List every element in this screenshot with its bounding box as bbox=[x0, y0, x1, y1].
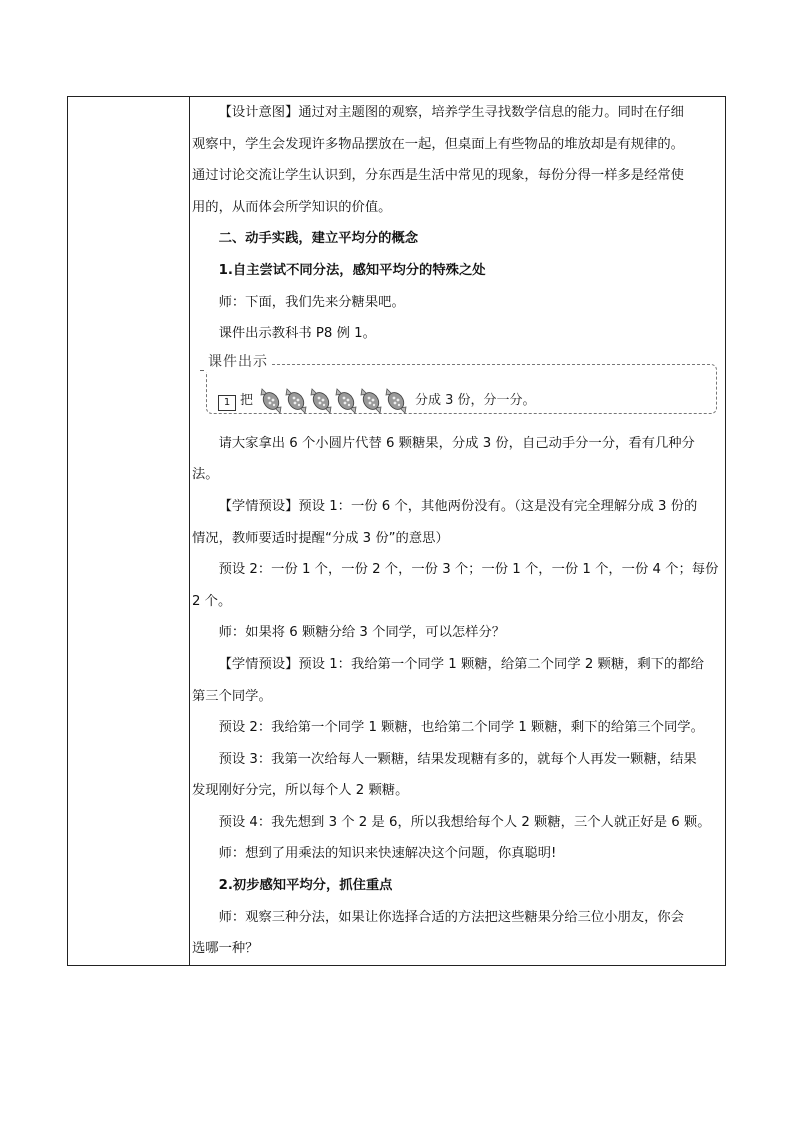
courseware-title: 课件出示 bbox=[204, 352, 272, 372]
lesson-table bbox=[67, 96, 726, 966]
lesson-content bbox=[192, 97, 719, 965]
courseware-intro: 课件出示教科书 P8 例 1。 bbox=[218, 326, 376, 342]
example-number-badge: 1 bbox=[218, 395, 236, 411]
candy-icon bbox=[259, 388, 283, 414]
teacher-question: 师：如果将 6 颗糖分给 3 个同学，可以怎样分？ bbox=[218, 625, 506, 641]
student-preset-4: 预设 4：我先想到 3 个 2 是 6，所以我想给每个人 2 颗糖，三个人就正好是 6 颗。 bbox=[218, 814, 711, 830]
candy-icon bbox=[334, 388, 358, 414]
design-intent-line-3: 通过讨论交流让学生认识到，分东西是生活中常见的现象，每份分得一样多是经常使 bbox=[192, 168, 684, 184]
courseware-box bbox=[192, 352, 719, 428]
teacher-praise: 师：想到了用乘法的知识来快速解决这个问题，你真聪明! bbox=[218, 846, 557, 862]
design-intent-line-4: 用的，从而体会所学知识的价值。 bbox=[192, 199, 392, 215]
design-intent-line-1: 【设计意图】通过对主题图的观察，培养学生寻找数学信息的能力。同时在仔细 bbox=[218, 105, 684, 120]
courseware-example bbox=[218, 386, 536, 416]
example-prefix: 把 bbox=[240, 392, 254, 408]
preset-1-line-1: 【学情预设】预设 1：一份 6 个，其他两份没有。（这是没有完全理解分成 3 份的 bbox=[218, 498, 698, 514]
student-preset-3-line-1: 预设 3：我第一次给每人一颗糖，结果发现糖有多的，就每个人再发一颗糖，结果 bbox=[218, 751, 697, 767]
instruction-line-1: 请大家拿出 6 个小圆片代替 6 颗糖果，分成 3 份，自己动手分一分，看有几种分 bbox=[218, 435, 695, 451]
instruction-line-2: 法。 bbox=[192, 467, 219, 483]
candy-icon bbox=[384, 388, 408, 414]
example-suffix: 分成 3 份，分一分。 bbox=[415, 392, 536, 408]
student-preset-1-line-1: 【学情预设】预设 1：我给第一个同学 1 颗糖，给第二个同学 2 颗糖，剩下的都给 bbox=[218, 656, 704, 672]
candy-group bbox=[259, 388, 409, 414]
teacher-observe-line-2: 选哪一种？ bbox=[192, 941, 259, 957]
section-heading: 二、动手实践，建立平均分的概念 bbox=[218, 231, 419, 247]
candy-icon bbox=[309, 388, 333, 414]
student-preset-2: 预设 2：我给第一个同学 1 颗糖，也给第二个同学 1 颗糖，剩下的给第三个同学。 bbox=[218, 720, 704, 736]
preset-1-line-2: 情况，教师要适时提醒“分成 3 份”的意思） bbox=[192, 530, 449, 546]
student-preset-3-line-2: 发现刚好分完，所以每个人 2 颗糖。 bbox=[192, 783, 409, 799]
teacher-observe-line-1: 师：观察三种分法，如果让你选择合适的方法把这些糖果分给三位小朋友，你会 bbox=[218, 909, 684, 925]
design-intent-line-2: 观察中，学生会发现许多物品摆放在一起，但桌面上有些物品的堆放却是有规律的。 bbox=[192, 136, 684, 152]
candy-icon bbox=[359, 388, 383, 414]
column-divider bbox=[189, 97, 190, 965]
student-preset-1-line-2: 第三个同学。 bbox=[192, 688, 272, 704]
subsection-heading-1: 1.自主尝试不同分法，感知平均分的特殊之处 bbox=[218, 262, 486, 278]
candy-icon bbox=[284, 388, 308, 414]
preset-2-line-2: 2 个。 bbox=[192, 593, 232, 609]
teacher-line-1: 师：下面，我们先来分糖果吧。 bbox=[218, 294, 405, 310]
subsection-heading-2: 2.初步感知平均分，抓住重点 bbox=[218, 878, 393, 894]
preset-2-line-1: 预设 2：一份 1 个，一份 2 个，一份 3 个；一份 1 个，一份 1 个，一份 4 个；每份 bbox=[218, 562, 719, 578]
